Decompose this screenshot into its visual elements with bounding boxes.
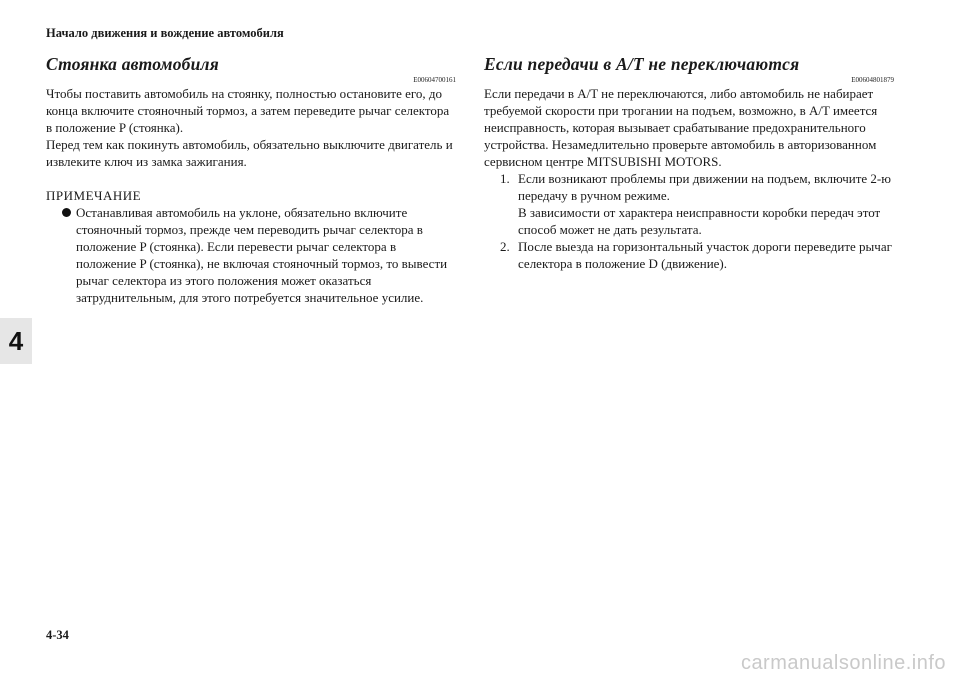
section-code: E00604700161 [413,76,456,84]
watermark: carmanualsonline.info [740,652,946,674]
step-text: После выезда на горизонтальный участок дороги переведите рычаг селектора в положение D (движение). [518,239,892,271]
paragraph: Если передачи в A/T не переключаются, либо автомобиль не набирает требуемой скорости при трогании на подъем, возможно, в A/T имеется неисправность, которая вызывает срабатывание предохранительного устройства. Незамедлительно проверьте автомобиль в авторизованном сервисном центре MITSUBISHI MOTORS. [484,86,878,169]
step-number: 2. [500,239,510,254]
right-column [484,54,894,272]
section-title-at-shift: Если передачи в A/T не переключаются [484,54,800,74]
running-header: Начало движения и вождение автомобиля [46,26,284,40]
page-number: 4-34 [46,628,69,642]
step-extra-text: В зависимости от характера неисправности коробки передач этот способ может не дать результата. [518,205,881,237]
step-number: 1. [500,171,510,186]
chapter-tab: 4 [0,318,32,364]
paragraph: Перед тем как покинуть автомобиль, обязательно выключите двигатель и извлеките ключ из замка зажигания. [46,137,453,169]
paragraph: Чтобы поставить автомобиль на стоянку, полностью остановите его, до конца включите стояночный тормоз, а затем переведите рычаг селектора в положение P (стоянка). [46,86,450,135]
step-text: Если возникают проблемы при движении на подъем, включите 2-ю передачу в ручном режиме. [518,171,891,203]
step-item [484,170,894,238]
section-code: E00604801879 [851,76,894,84]
note-item [46,204,456,306]
note-heading: ПРИМЕЧАНИЕ [46,188,142,203]
section-title-parking: Стоянка автомобиля [46,54,219,74]
note-item-text: Останавливая автомобиль на уклоне, обязательно включите стояночный тормоз, прежде чем переводить рычаг селектора в положение P (стоянка). Если перевести рычаг селектора в положение P (стоянка), не включая стояночный тормоз, то вывести рычаг селектора из этого положения может оказаться затруднительным, для этого потребуется значительное усилие. [76,205,448,305]
bullet-dot-icon [62,208,71,217]
left-column [46,54,456,306]
step-item [484,238,894,272]
